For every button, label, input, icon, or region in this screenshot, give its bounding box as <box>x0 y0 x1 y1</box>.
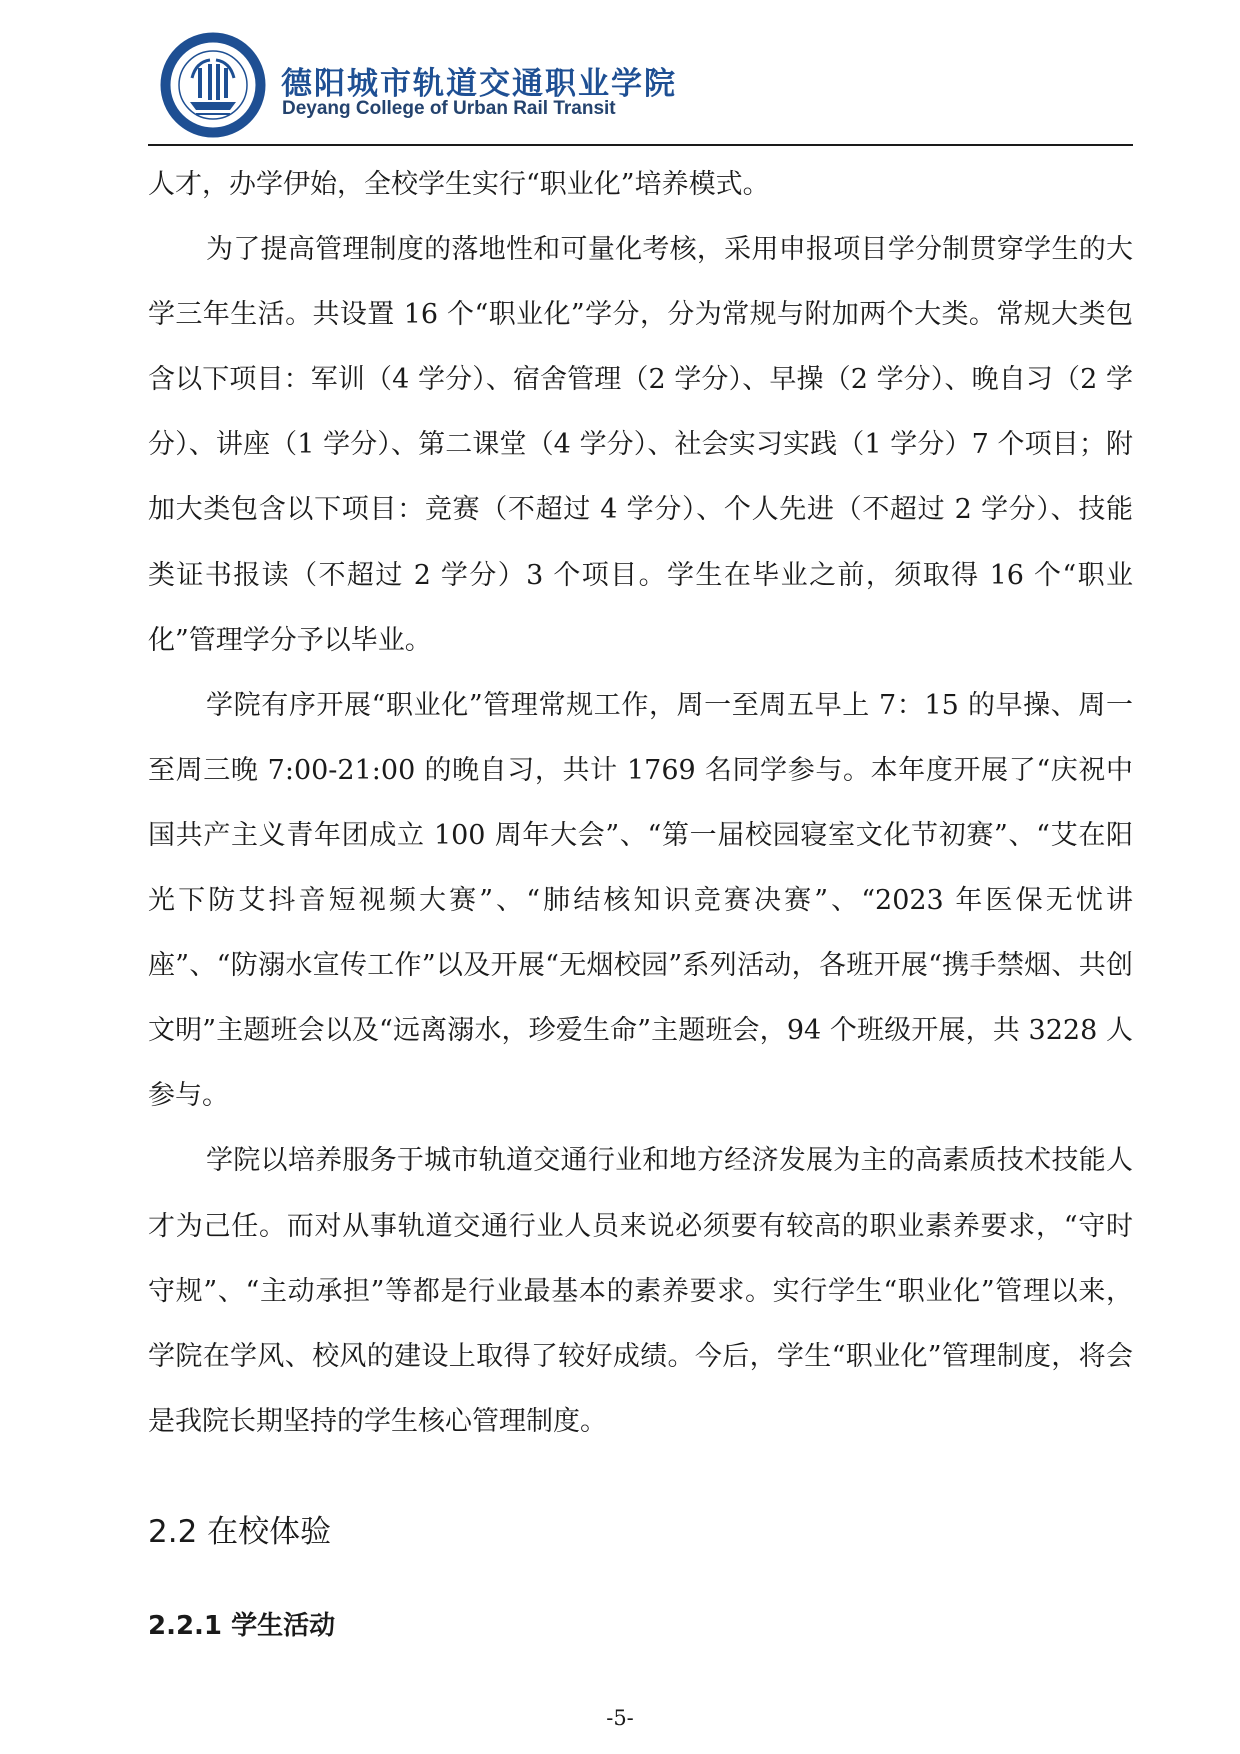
section-heading: 2.2 在校体验 <box>148 1513 332 1550</box>
college-name-en: Deyang College of Urban Rail Transit <box>282 98 616 119</box>
subsection-heading: 2.2.1 学生活动 <box>148 1610 336 1641</box>
paragraph-credit-system: 为了提高管理制度的落地性和可量化考核，采用申报项目学分制贯穿学生的大学三年生活。共设置 16 个“职业化”学分，分为常规与附加两个大类。常规大类包含以下项目：军训（4 学分）、宿舍管理（2 学分）、早操（2 学分）、晚自习（2 学分）、讲座（1 学分）、第二课堂（4 学分）、社会实习实践（1 学分）7 个项目；附加大类包含以下项目：竞赛（不超过 4 学分）、个人先进（不超过 2 学分）、技能类证书报读（不超过 2 学分）3 个项目。学生在毕业之前，须取得 16 个“职业化”管理学分予以毕业。 <box>148 234 1133 656</box>
paragraph-continuation: 人才，办学伊始，全校学生实行“职业化”培养模式。 <box>148 169 770 200</box>
page-header <box>148 30 1133 150</box>
paragraph-mission: 学院以培养服务于城市轨道交通行业和地方经济发展为主的高素质技术技能人才为己任。而对从事轨道交通行业人员来说必须要有较高的职业素养要求，“守时守规”、“主动承担”等都是行业最基本的素养要求。实行学生“职业化”管理以来，学院在学风、校风的建设上取得了较好成绩。今后，学生“职业化”管理制度，将会是我院长期坚持的学生核心管理制度。 <box>148 1145 1133 1437</box>
page-number: -5- <box>606 1706 634 1730</box>
college-name-cn: 德阳城市轨道交通职业学院 <box>281 66 677 102</box>
college-emblem-icon <box>160 32 266 138</box>
header-divider <box>148 144 1133 146</box>
paragraph-activities: 学院有序开展“职业化”管理常规工作，周一至周五早上 7：15 的早操、周一至周三晚 7:00-21:00 的晚自习，共计 1769 名同学参与。本年度开展了“庆祝中国共产主义青年团成立 100 周年大会”、“第一届校园寝室文化节初赛”、“艾在阳光下防艾抖音短视频大赛”、“肺结核知识竞赛决赛”、“2023 年医保无忧讲座”、“防溺水宣传工作”以及开展“无烟校园”系列活动，各班开展“携手禁烟、共创文明”主题班会以及“远离溺水，珍爱生命”主题班会，94 个班级开展，共 3228 人参与。 <box>148 689 1133 1112</box>
document-body <box>148 152 1133 1656</box>
